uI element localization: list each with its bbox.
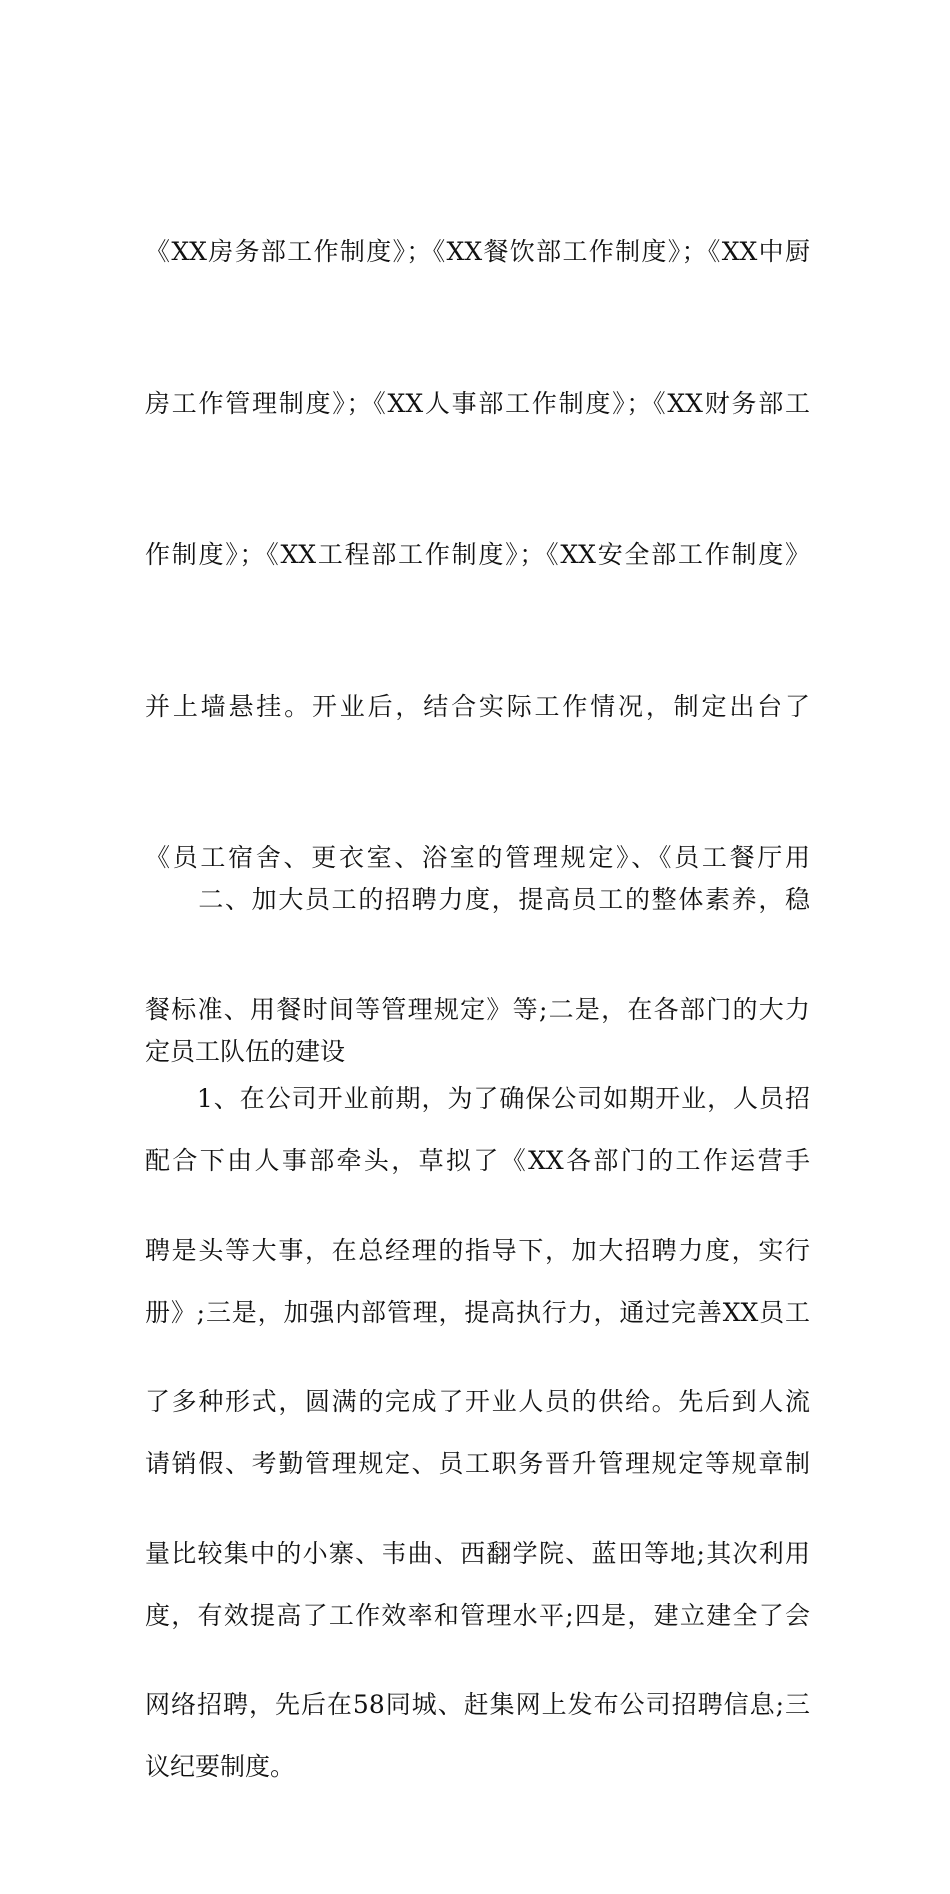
text-line: 《员工宿舍、更衣室、浴室的管理规定》、《员工餐厅用 — [145, 843, 810, 872]
text-line: 网络招聘，先后在58同城、赶集网上发布公司招聘信息;三 — [145, 1690, 810, 1719]
text-line: 并上墙悬挂。开业后，结合实际工作情况，制定出台了 — [145, 691, 810, 721]
text-line: 房工作管理制度》；《XX人事部工作制度》；《XX财务部工 — [145, 388, 810, 418]
text-line: 请销假、考勤管理规定、员工职务晋升管理规定等规章制 — [145, 1449, 810, 1478]
text-line: 1、在公司开业前期，为了确保公司如期开业，人员招 — [145, 1084, 810, 1113]
text-line: 二、加大员工的招聘力度，提高员工的整体素养，稳 — [145, 885, 810, 914]
text-line: 配合下由人事部牵头，草拟了《XX各部门的工作运营手 — [145, 1146, 810, 1175]
text-line: 餐标准、用餐时间等管理规定》等;二是，在各部门的大力 — [145, 994, 810, 1024]
text-line: 量比较集中的小寨、韦曲、西翻学院、蓝田等地;其次利用 — [145, 1538, 810, 1568]
paragraph-recruitment-details — [145, 973, 810, 1832]
text-line: 度，有效提高了工作效率和管理水平;四是，建立建全了会 — [145, 1600, 810, 1630]
text-line: 定员工队伍的建设 — [145, 1036, 346, 1066]
text-line: 聘是头等大事，在总经理的指导下，加大招聘力度，实行 — [145, 1235, 810, 1265]
text-line: 册》;三是，加强内部管理，提高执行力，通过完善XX员工 — [145, 1297, 810, 1327]
text-line: 《XX房务部工作制度》；《XX餐饮部工作制度》；《XX中厨 — [145, 237, 810, 266]
text-line: 作制度》；《XX工程部工作制度》；《XX安全部工作制度》 — [145, 540, 810, 569]
text-line: 议纪要制度。 — [145, 1752, 296, 1781]
text-line: 了多种形式，圆满的完成了开业人员的供给。先后到人流 — [145, 1387, 810, 1416]
